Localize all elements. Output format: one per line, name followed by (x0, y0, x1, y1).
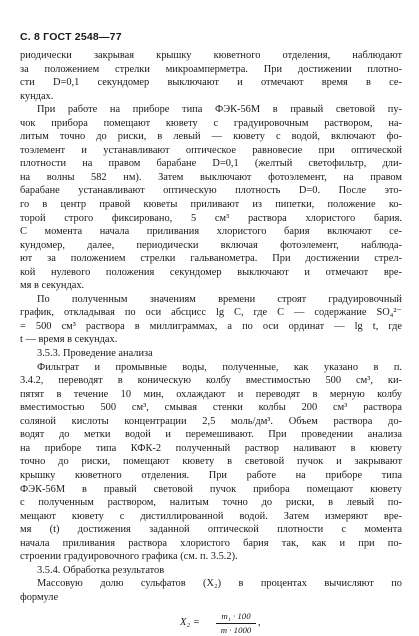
text-line: мещают кювету с дистиллированной водой. Затем измеряют вре- (20, 510, 402, 522)
text-line: мя (t) достижения заданной оптической плотности с момента (20, 524, 402, 536)
text-line: соляной кислоты концентрации 2,5 моль/дм³. Объем раствора до- (20, 415, 402, 427)
text-line: с полученным раствором, налитым точно до риски, в левый по- (20, 497, 402, 509)
text-line: крышку кюветного отделения. При работе на приборе типа (20, 469, 402, 481)
text-line: точно до риски, помещают кювету в световой пучок и закрывают (20, 456, 402, 468)
document-body (20, 49, 402, 604)
text-line: t — время в секундах. (20, 334, 118, 346)
text-line: водят до метки водой и перемешивают. При проведении анализа (20, 429, 402, 441)
page-header: С. 8 ГОСТ 2548—77 (20, 31, 122, 43)
text-line: литым точно до риски, в левый — кювету с водой, включают фо- (20, 131, 402, 143)
formula-denominator: m · 1000 (220, 624, 252, 635)
text-line: плотности на правом барабане D=0,1 (желтый светофильтр, дли- (20, 158, 402, 170)
text-line: на волны 582 нм). Затем выключают фотоэлемент, на правом (20, 171, 402, 183)
text-line: формуле (20, 591, 59, 603)
text-line: график, откладывая по оси абсцисс lg C, где C — содержание SO₄²⁻ (20, 307, 402, 319)
text-line: По полученным значениям времени строят градуировочный (37, 293, 402, 305)
text-line: При работе на приборе типа ФЭК-56М в правый световой пу- (37, 104, 402, 116)
text-line: кой нулевого положения секундомер выключают и отмечают вре- (20, 266, 402, 278)
formula-numerator: m₁ · 100 (221, 610, 251, 621)
text-line: чок прибора помещают кювету с градуировочным раствором, на- (20, 117, 402, 129)
section-heading: 3.5.4. Обработка результатов (37, 564, 165, 576)
formula-fraction (216, 611, 256, 636)
text-line: сти D=0,1 секундомер выключают и отмечают время в се- (20, 77, 402, 89)
text-line: Массовую долю сульфатов (X₂) в процентах вычисляют по (37, 578, 402, 590)
fraction-bar (216, 623, 256, 624)
text-line: тоэлемент и устанавливают оптическое равновесие при оптической (20, 144, 402, 156)
text-line: строении градуировочного графика (см. п. 3.5.2). (20, 551, 238, 563)
text-line: 3.4.2, переводят в коническую колбу вместимостью 500 см³, ки- (20, 375, 402, 387)
formula-comma: , (258, 616, 261, 628)
text-line: ФЭК-56М в правый световой пучок прибора помещают кювету (20, 483, 402, 495)
text-line: за положением стрелки микроамперметра. При достижении плотно- (20, 63, 402, 75)
text-line: С момента начала приливания хлористого бария включают се- (20, 226, 402, 238)
text-line: Фильтрат и промывные воды, полученные, как указано в п. (37, 361, 402, 373)
text-line: риодически закрывая крышку кюветного отделения, наблюдают (20, 50, 402, 61)
text-line: кундах. (20, 90, 54, 102)
document-page (20, 31, 402, 635)
text-line: го в центр правой кюветы приливают из пипетки, положение ко- (20, 199, 402, 211)
text-line: на приборе типа КФК-2 полученный раствор наливают в кювету (20, 442, 402, 454)
text-line: торой строго фиксировано, 5 см³ раствора хлористого бария. (20, 212, 402, 224)
text-line: ют за положением стрелки гальванометра. При достижении стрел- (20, 253, 402, 265)
section-heading: 3.5.3. Проведение анализа (37, 348, 153, 360)
text-line: барабане устанавливают оптическую плотность D=0. После это- (20, 185, 402, 197)
text-line: мя в секундах. (20, 280, 85, 292)
text-line: пятят в течение 10 мин, охлаждают и переводят в мерную колбу (20, 388, 402, 400)
text-line: вместимостью 500 см³, смывая стенки колбы 200 см³ раствора (20, 402, 402, 414)
text-line: = 500 см³ раствора в миллиграммах, а по оси ординат — lg t, где (20, 320, 402, 332)
text-line: кундомер, далее, периодически включая фотоэлемент, наблюда- (20, 239, 402, 251)
formula-lhs: X₂ = (180, 616, 200, 628)
text-line: начала приливания раствора хлористого бария так, как и при по- (20, 537, 402, 549)
